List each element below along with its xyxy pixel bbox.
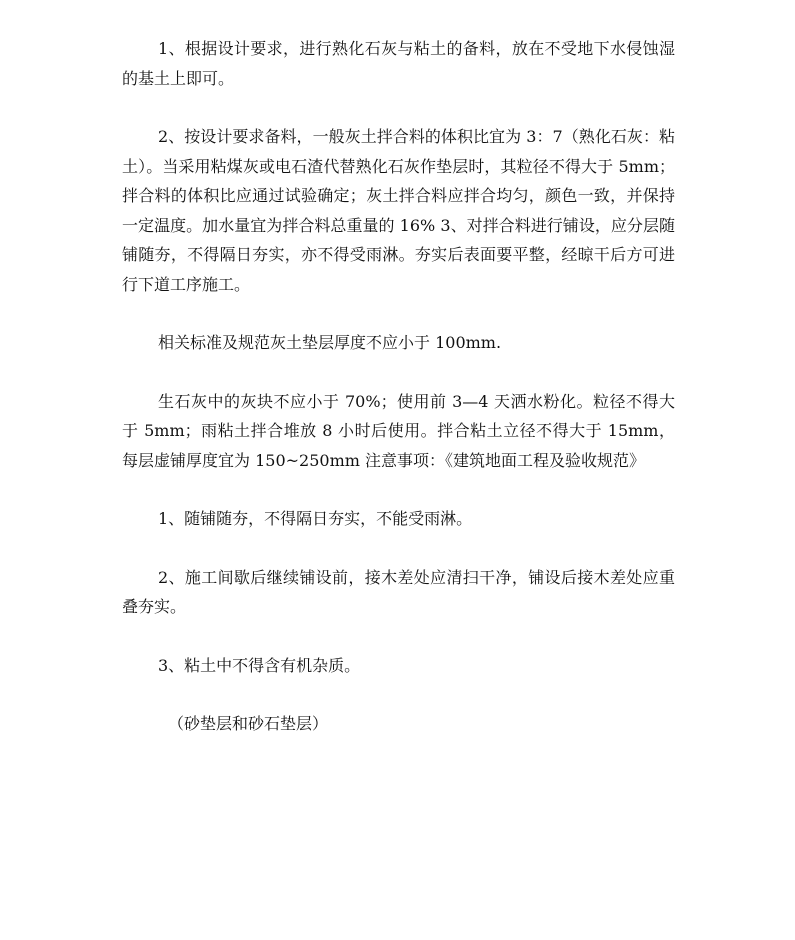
paragraph-material-prep: 1、根据设计要求，进行熟化石灰与粘土的备料，放在不受地下水侵蚀湿的基土上即可。 <box>122 39 675 88</box>
paragraph-mix-ratio: 2、按设计要求备料，一般灰土拌合料的体积比宜为 3：7（熟化石灰：粘土）。当采用粘煤灰或电石渣代替熟化石灰作垫层时，其粒径不得大于 5mm；拌合料的体积比应通过试验确定；灰土拌合料应拌合均匀，颜色一致，并保持一定温度。加水量宜为拌合料总重量的 16% 3、对拌合料进行铺设，应分层随铺随夯，不得隔日夯实，亦不得受雨淋。夯实后表面要平整，经晾干后方可进行下道工序施工。 <box>122 127 675 294</box>
paragraph-standard-thickness: 相关标准及规范灰土垫层厚度不应小于 100mm. <box>158 333 502 352</box>
paragraph-gap <box>122 475 675 504</box>
section-caption: （砂垫层和砂石垫层） <box>168 714 329 733</box>
paragraph-lime-requirements: 生石灰中的灰块不应小于 70%；使用前 3—4 天洒水粉化。粒径不得大于 5mm；雨粘土拌合堆放 8 小时后使用。拌合粘土立径不得大于 15mm，每层虚铺厚度宜为 150~250mm 注意事项：《建筑地面工程及验收规范》 <box>122 391 675 470</box>
paragraph-gap <box>122 622 675 651</box>
paragraph-note-3: 3、粘土中不得含有机杂质。 <box>158 655 361 675</box>
paragraph-gap <box>122 93 675 122</box>
paragraph-gap <box>122 680 675 709</box>
paragraph-note-2: 2、施工间歇后继续铺设前，接木差处应清扫干净，铺设后接木差处应重叠夯实。 <box>122 567 675 616</box>
paragraph-gap <box>122 358 675 387</box>
paragraph-note-1: 1、随铺随夯，不得隔日夯实，不能受雨淋。 <box>158 509 473 528</box>
paragraph-gap <box>122 299 675 328</box>
paragraph-gap <box>122 534 675 563</box>
